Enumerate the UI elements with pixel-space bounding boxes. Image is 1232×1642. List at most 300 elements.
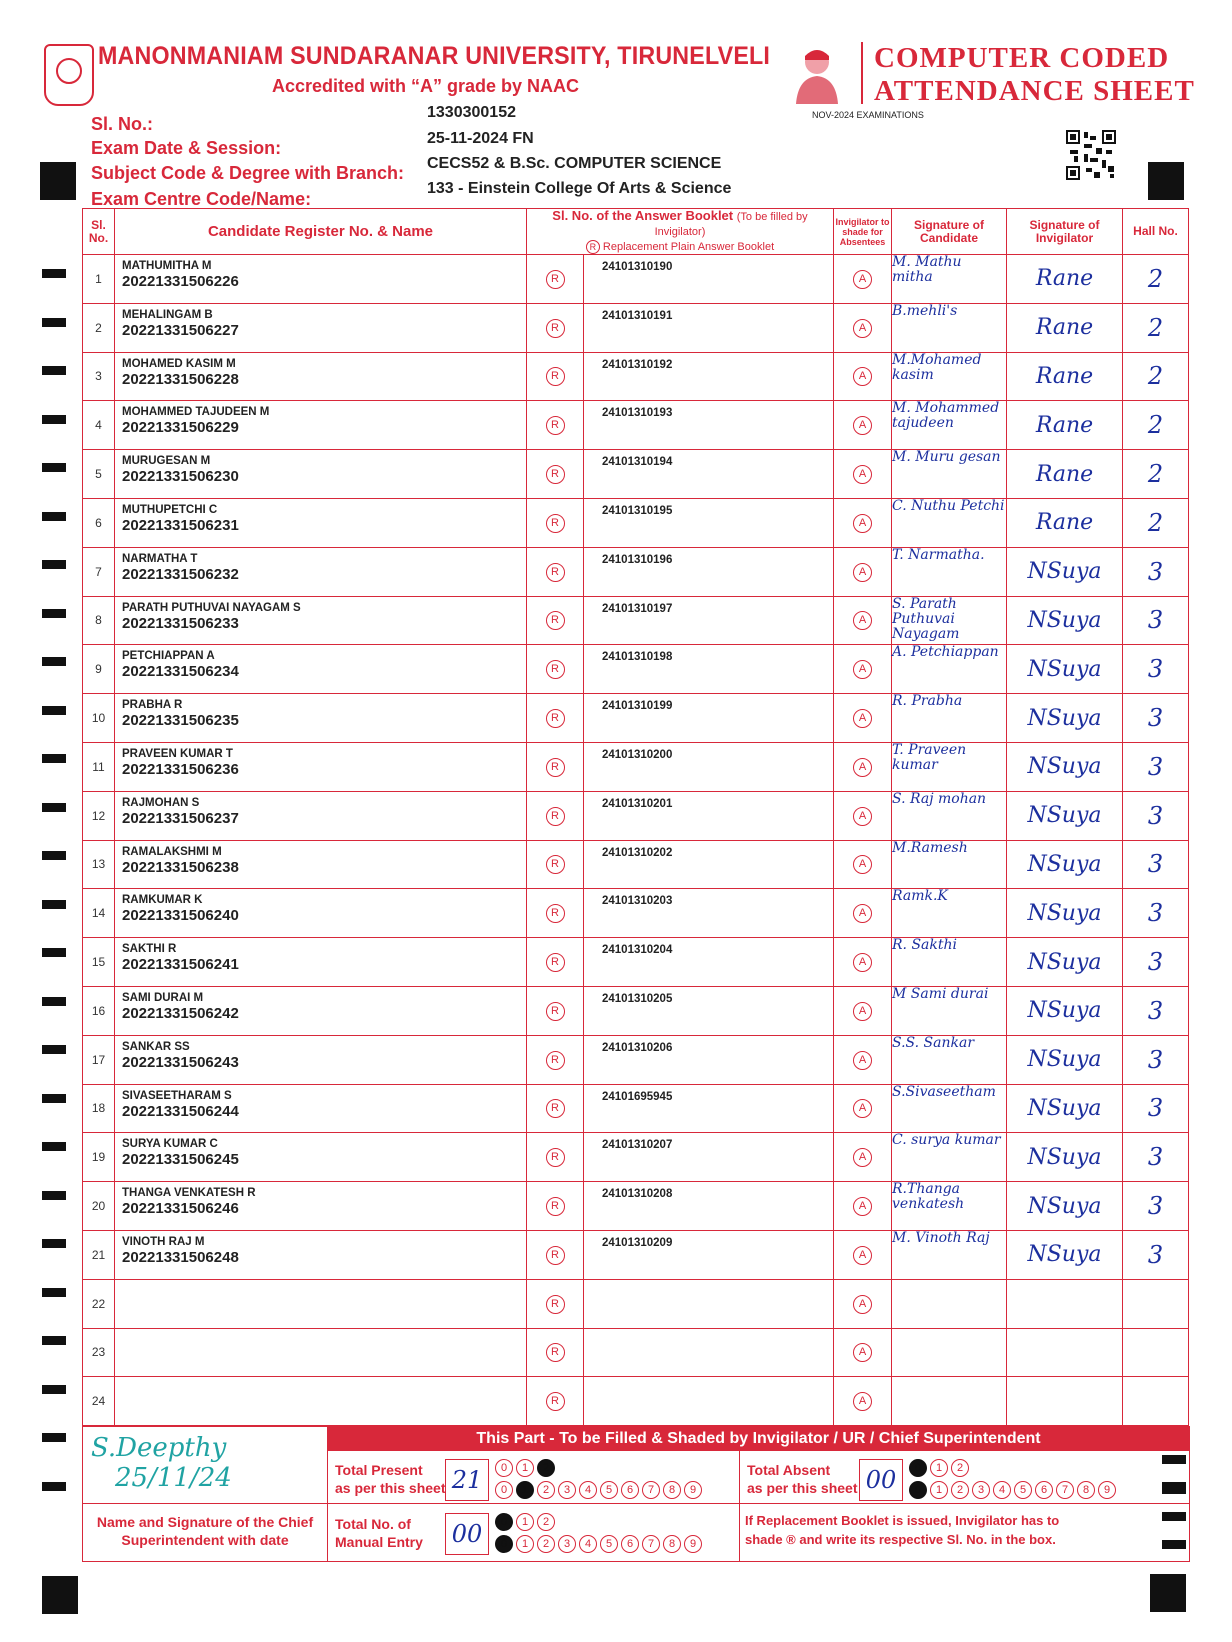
replacement-bubble[interactable]: R <box>546 465 565 484</box>
row-sl: 13 <box>83 840 115 889</box>
digit-bubble[interactable]: 8 <box>1077 1481 1095 1499</box>
absent-units-bubbles[interactable] <box>909 1481 1116 1499</box>
hall-number: 3 <box>1123 889 1189 938</box>
timing-mark <box>42 754 66 763</box>
corner-mark-top-left <box>40 162 76 200</box>
replacement-bubble[interactable]: R <box>546 319 565 338</box>
replacement-bubble-cell <box>527 1230 584 1279</box>
timing-mark <box>42 366 66 375</box>
absent-bubble[interactable]: A <box>853 1295 872 1314</box>
booklet-number[interactable]: 24101310193 <box>602 407 673 420</box>
table-row <box>83 938 1189 987</box>
replacement-bubble-cell <box>527 450 584 499</box>
invigilator-signature <box>1007 1377 1123 1426</box>
digit-bubble[interactable]: 7 <box>642 1481 660 1499</box>
row-sl: 3 <box>83 352 115 401</box>
examinations-label: NOV-2024 EXAMINATIONS <box>812 110 924 120</box>
hall-number: 2 <box>1123 498 1189 547</box>
replacement-bubble[interactable]: R <box>546 855 565 874</box>
invigilator-signature: NSuya <box>1007 596 1123 645</box>
absent-bubble[interactable]: A <box>853 563 872 582</box>
candidate-name: SAKTHI R <box>122 943 177 956</box>
booklet-number[interactable]: 24101310196 <box>602 553 673 566</box>
replacement-bubble[interactable]: R <box>546 807 565 826</box>
timing-mark <box>42 318 66 327</box>
absent-bubble[interactable]: A <box>853 270 872 289</box>
row-sl: 9 <box>83 645 115 694</box>
invigilator-signature: NSuya <box>1007 645 1123 694</box>
row-candidate <box>115 1182 527 1231</box>
absent-bubble-cell <box>834 645 892 694</box>
booklet-number[interactable]: 24101310201 <box>602 797 673 810</box>
candidate-signature: R. Sakthi <box>892 938 1007 987</box>
replacement-bubble-cell <box>527 1182 584 1231</box>
booklet-cell <box>584 303 834 352</box>
digit-bubble[interactable]: 7 <box>1056 1481 1074 1499</box>
absent-bubble[interactable]: A <box>853 758 872 777</box>
candidate-signature: M. Muru gesan <box>892 450 1007 499</box>
timing-mark <box>42 1094 66 1103</box>
digit-bubble[interactable]: 9 <box>684 1535 702 1553</box>
booklet-number[interactable]: 24101310205 <box>602 992 673 1005</box>
digit-bubble[interactable]: 7 <box>642 1535 660 1553</box>
header-booklet-sub-text: Replacement Plain Answer Booklet <box>602 241 775 253</box>
absent-bubble-cell <box>834 1230 892 1279</box>
digit-bubble[interactable]: 5 <box>1014 1481 1032 1499</box>
timing-mark <box>42 1191 66 1200</box>
invigilator-signature <box>1007 1328 1123 1377</box>
booklet-cell <box>584 938 834 987</box>
hall-number: 3 <box>1123 742 1189 791</box>
replacement-bubble[interactable]: R <box>546 953 565 972</box>
replacement-bubble-cell <box>527 1377 584 1426</box>
digit-bubble[interactable]: 3 <box>558 1535 576 1553</box>
hall-number: 3 <box>1123 938 1189 987</box>
absent-bubble[interactable]: A <box>853 1051 872 1070</box>
candidate-name: RAJMOHAN S <box>122 796 200 809</box>
digit-bubble[interactable]: 1 <box>930 1481 948 1499</box>
booklet-cell <box>584 889 834 938</box>
cs-signature-date: 25/11/24 <box>115 1463 232 1493</box>
absent-bubble[interactable]: A <box>853 1343 872 1362</box>
replacement-bubble[interactable]: R <box>546 1197 565 1216</box>
university-name: MANONMANIAM SUNDARANAR UNIVERSITY, TIRUNELVELI <box>98 42 771 70</box>
digit-bubble[interactable]: 2 <box>537 1481 555 1499</box>
absent-bubble-cell <box>834 450 892 499</box>
invigilator-signature: NSuya <box>1007 742 1123 791</box>
replacement-bubble[interactable]: R <box>546 1343 565 1362</box>
replacement-note <box>745 1511 1059 1549</box>
candidate-name: VINOTH RAJ M <box>122 1235 205 1248</box>
total-present-box[interactable]: 21 <box>445 1459 489 1501</box>
candidate-register-no: 20221331506244 <box>122 1102 239 1120</box>
row-sl: 14 <box>83 889 115 938</box>
exam-centre-label: Exam Centre Code/Name: <box>91 189 312 209</box>
absent-bubble[interactable]: A <box>853 904 872 923</box>
manual-entry-box[interactable]: 00 <box>445 1513 489 1555</box>
digit-bubble[interactable]: 9 <box>1098 1481 1116 1499</box>
booklet-number[interactable]: 24101695945 <box>602 1090 673 1103</box>
row-sl: 5 <box>83 450 115 499</box>
replacement-bubble-cell <box>527 694 584 743</box>
timing-mark <box>42 1239 66 1248</box>
absent-bubble-cell <box>834 401 892 450</box>
booklet-cell <box>584 1035 834 1084</box>
candidate-signature: B.mehli's <box>892 303 1007 352</box>
table-row <box>83 1035 1189 1084</box>
digit-bubble[interactable]: 1 <box>516 1535 534 1553</box>
replacement-bubble[interactable]: R <box>546 1002 565 1021</box>
timing-mark <box>42 948 66 957</box>
timing-mark <box>42 1288 66 1297</box>
invigilator-signature: Rane <box>1007 352 1123 401</box>
row-sl: 23 <box>83 1328 115 1377</box>
row-candidate <box>115 498 527 547</box>
row-sl: 17 <box>83 1035 115 1084</box>
booklet-cell <box>584 742 834 791</box>
invigilator-signature: NSuya <box>1007 1133 1123 1182</box>
candidate-register-no: 20221331506235 <box>122 712 239 730</box>
digit-bubble[interactable]: 2 <box>537 1535 555 1553</box>
absent-bubble-cell <box>834 498 892 547</box>
booklet-number[interactable]: 24101310192 <box>602 358 673 371</box>
booklet-number[interactable]: 24101310191 <box>602 309 673 322</box>
accreditation-text: Accredited with “A” grade by NAAC <box>272 76 580 96</box>
row-candidate <box>115 791 527 840</box>
row-candidate <box>115 1035 527 1084</box>
replacement-bubble-cell <box>527 986 584 1035</box>
digit-bubble[interactable]: 0 <box>909 1481 927 1499</box>
absent-tens-bubbles[interactable] <box>909 1459 969 1477</box>
absent-bubble-cell <box>834 1377 892 1426</box>
booklet-cell <box>584 1279 834 1328</box>
replacement-bubble-cell <box>527 791 584 840</box>
replacement-bubble[interactable]: R <box>546 367 565 386</box>
booklet-number[interactable]: 24101310197 <box>602 602 673 615</box>
replacement-bubble-cell <box>527 1133 584 1182</box>
absent-bubble-cell <box>834 742 892 791</box>
row-candidate <box>115 986 527 1035</box>
invigilator-signature: Rane <box>1007 498 1123 547</box>
replacement-bubble-cell <box>527 547 584 596</box>
table-row <box>83 645 1189 694</box>
digit-bubble[interactable]: 5 <box>600 1535 618 1553</box>
booklet-number[interactable]: 24101310203 <box>602 895 673 908</box>
chief-superintendent-signature <box>91 1433 232 1493</box>
digit-bubble[interactable]: 0 <box>495 1513 513 1531</box>
hall-number: 2 <box>1123 401 1189 450</box>
timing-mark <box>42 1142 66 1151</box>
header-hall: Hall No. <box>1123 209 1189 255</box>
row-candidate <box>115 1377 527 1426</box>
digit-bubble[interactable]: 1 <box>516 1513 534 1531</box>
row-candidate <box>115 938 527 987</box>
booklet-number[interactable]: 24101310200 <box>602 748 673 761</box>
absent-bubble[interactable]: A <box>853 367 872 386</box>
table-row <box>83 255 1189 304</box>
replacement-bubble[interactable]: R <box>546 270 565 289</box>
timing-mark <box>42 1336 66 1345</box>
replacement-icon: R <box>586 240 600 254</box>
candidate-register-no: 20221331506228 <box>122 370 239 388</box>
table-row <box>83 450 1189 499</box>
booklet-number[interactable]: 24101310195 <box>602 504 673 517</box>
candidate-signature: M.Ramesh <box>892 840 1007 889</box>
manual-entry-label <box>335 1515 423 1551</box>
booklet-number[interactable]: 24101310198 <box>602 651 673 664</box>
candidate-name: NARMATHA T <box>122 552 198 565</box>
digit-bubble[interactable]: 6 <box>621 1535 639 1553</box>
replacement-bubble[interactable]: R <box>546 758 565 777</box>
title-divider <box>861 42 863 104</box>
digit-bubble[interactable]: 1 <box>516 1481 534 1499</box>
replacement-bubble[interactable]: R <box>546 1051 565 1070</box>
absent-bubble-cell <box>834 1279 892 1328</box>
replacement-bubble-cell <box>527 401 584 450</box>
absent-bubble[interactable]: A <box>853 416 872 435</box>
hall-number: 2 <box>1123 255 1189 304</box>
timing-mark <box>42 609 66 618</box>
absent-bubble[interactable]: A <box>853 1246 872 1265</box>
booklet-number[interactable]: 24101310202 <box>602 846 673 859</box>
replacement-bubble[interactable]: R <box>546 660 565 679</box>
absent-bubble-cell <box>834 352 892 401</box>
replacement-bubble[interactable]: R <box>546 904 565 923</box>
digit-bubble[interactable]: 0 <box>909 1459 927 1477</box>
candidate-signature <box>892 1328 1007 1377</box>
total-absent-box[interactable]: 00 <box>859 1459 903 1501</box>
row-candidate <box>115 1328 527 1377</box>
replacement-bubble-cell <box>527 742 584 791</box>
absent-bubble[interactable]: A <box>853 855 872 874</box>
digit-bubble[interactable]: 3 <box>972 1481 990 1499</box>
replacement-bubble[interactable]: R <box>546 611 565 630</box>
row-candidate <box>115 1084 527 1133</box>
candidate-name: MURUGESAN M <box>122 455 211 468</box>
row-candidate <box>115 645 527 694</box>
absent-bubble[interactable]: A <box>853 660 872 679</box>
candidate-register-no: 20221331506243 <box>122 1053 239 1071</box>
booklet-number[interactable]: 24101310209 <box>602 1236 673 1249</box>
table-row <box>83 840 1189 889</box>
booklet-cell <box>584 498 834 547</box>
digit-bubble[interactable]: 2 <box>537 1459 555 1477</box>
absent-bubble-cell <box>834 1035 892 1084</box>
replacement-bubble[interactable]: R <box>546 1246 565 1265</box>
sheet-title <box>874 42 1195 108</box>
hall-number: 3 <box>1123 547 1189 596</box>
absent-bubble[interactable]: A <box>853 953 872 972</box>
digit-bubble[interactable]: 2 <box>537 1513 555 1531</box>
booklet-cell <box>584 547 834 596</box>
booklet-number[interactable]: 24101310208 <box>602 1188 673 1201</box>
subject-value: CECS52 & B.Sc. COMPUTER SCIENCE <box>427 155 722 172</box>
digit-bubble[interactable]: 0 <box>495 1459 513 1477</box>
replacement-note-line1: If Replacement Booklet is issued, Invigilator has to <box>745 1513 1060 1528</box>
digit-bubble[interactable]: 4 <box>579 1535 597 1553</box>
absent-bubble[interactable]: A <box>853 807 872 826</box>
booklet-cell <box>584 1377 834 1426</box>
hall-number: 3 <box>1123 596 1189 645</box>
row-sl: 7 <box>83 547 115 596</box>
absent-bubble-cell <box>834 938 892 987</box>
absent-bubble[interactable]: A <box>853 1099 872 1118</box>
absent-bubble[interactable]: A <box>853 1002 872 1021</box>
digit-bubble[interactable]: 0 <box>495 1535 513 1553</box>
candidate-register-no: 20221331506227 <box>122 321 239 339</box>
replacement-bubble[interactable]: R <box>546 1295 565 1314</box>
row-candidate <box>115 1133 527 1182</box>
total-absent-label-line1: Total Absent <box>747 1462 831 1478</box>
row-sl: 18 <box>83 1084 115 1133</box>
replacement-note-line2: shade ® and write its respective Sl. No. in the box. <box>745 1532 1056 1547</box>
booklet-cell <box>584 596 834 645</box>
replacement-bubble-cell <box>527 1279 584 1328</box>
candidate-register-no: 20221331506237 <box>122 809 239 827</box>
candidate-register-no: 20221331506240 <box>122 907 239 925</box>
digit-bubble[interactable]: 2 <box>951 1459 969 1477</box>
digit-bubble[interactable]: 4 <box>993 1481 1011 1499</box>
candidate-signature: T. Praveen kumar <box>892 742 1007 791</box>
table-row <box>83 742 1189 791</box>
header-sl: Sl. No. <box>83 209 115 255</box>
digit-bubble[interactable]: 6 <box>621 1481 639 1499</box>
table-row <box>83 498 1189 547</box>
candidate-signature: T. Narmatha. <box>892 547 1007 596</box>
sl-no-value: 1330300152 <box>427 104 516 121</box>
manual-units-bubbles[interactable] <box>495 1535 702 1553</box>
booklet-number[interactable]: 24101310204 <box>602 944 673 957</box>
absent-bubble[interactable]: A <box>853 611 872 630</box>
present-tens-bubbles[interactable] <box>495 1459 555 1477</box>
booklet-number[interactable]: 24101310207 <box>602 1139 673 1152</box>
footer-divider <box>83 1503 1189 1504</box>
replacement-bubble-cell <box>527 1084 584 1133</box>
absent-bubble[interactable]: A <box>853 1197 872 1216</box>
replacement-bubble[interactable]: R <box>546 709 565 728</box>
booklet-number[interactable]: 24101310190 <box>602 261 673 273</box>
hall-number: 2 <box>1123 450 1189 499</box>
candidate-name: PRABHA R <box>122 699 183 712</box>
replacement-bubble-cell <box>527 1328 584 1377</box>
table-row <box>83 596 1189 645</box>
replacement-bubble[interactable]: R <box>546 514 565 533</box>
candidate-name: SURYA KUMAR C <box>122 1138 218 1151</box>
table-row <box>83 889 1189 938</box>
candidate-register-no: 20221331506242 <box>122 1004 239 1022</box>
row-candidate <box>115 255 527 304</box>
founder-portrait-icon <box>788 42 846 104</box>
manual-entry-label-line2: Manual Entry <box>335 1534 423 1550</box>
digit-bubble[interactable]: 5 <box>600 1481 618 1499</box>
attendance-table <box>82 208 1189 1426</box>
row-candidate <box>115 303 527 352</box>
timing-mark <box>42 512 66 521</box>
absent-bubble[interactable]: A <box>853 1392 872 1411</box>
replacement-bubble[interactable]: R <box>546 563 565 582</box>
candidate-signature: M.Mohamed kasim <box>892 352 1007 401</box>
present-units-bubbles[interactable] <box>495 1481 702 1499</box>
timing-mark <box>42 560 66 569</box>
hall-number: 3 <box>1123 694 1189 743</box>
digit-bubble[interactable]: 9 <box>684 1481 702 1499</box>
candidate-signature: Ramk.K <box>892 889 1007 938</box>
replacement-bubble[interactable]: R <box>546 1099 565 1118</box>
candidate-name: MOHAMED KASIM M <box>122 357 236 370</box>
candidate-register-no: 20221331506248 <box>122 1248 239 1266</box>
row-sl: 2 <box>83 303 115 352</box>
row-sl: 24 <box>83 1377 115 1426</box>
digit-bubble[interactable]: 0 <box>495 1481 513 1499</box>
digit-bubble[interactable]: 8 <box>663 1481 681 1499</box>
table-row <box>83 1279 1189 1328</box>
candidate-signature: S.Sivaseetham <box>892 1084 1007 1133</box>
booklet-number[interactable]: 24101310206 <box>602 1041 673 1054</box>
table-row <box>83 1084 1189 1133</box>
replacement-bubble[interactable]: R <box>546 416 565 435</box>
candidate-name: RAMKUMAR K <box>122 894 203 907</box>
absent-bubble[interactable]: A <box>853 465 872 484</box>
row-candidate <box>115 1279 527 1328</box>
absent-bubble[interactable]: A <box>853 1148 872 1167</box>
row-candidate <box>115 450 527 499</box>
table-row <box>83 352 1189 401</box>
replacement-bubble-cell <box>527 498 584 547</box>
timing-mark <box>42 851 66 860</box>
digit-bubble[interactable]: 8 <box>663 1535 681 1553</box>
exam-centre-value: 133 - Einstein College Of Arts & Science <box>427 180 732 197</box>
digit-bubble[interactable]: 6 <box>1035 1481 1053 1499</box>
candidate-name: SIVASEETHARAM S <box>122 1089 232 1102</box>
qr-code-icon <box>1066 130 1116 180</box>
replacement-bubble[interactable]: R <box>546 1148 565 1167</box>
invigilator-signature: NSuya <box>1007 840 1123 889</box>
absent-bubble[interactable]: A <box>853 319 872 338</box>
absent-bubble-cell <box>834 791 892 840</box>
candidate-signature: R.Thanga venkatesh <box>892 1182 1007 1231</box>
digit-bubble[interactable]: 3 <box>558 1481 576 1499</box>
total-present-label <box>335 1461 446 1497</box>
table-header <box>83 209 1189 255</box>
corner-mark-bottom-right <box>1150 1574 1186 1612</box>
candidate-register-no: 20221331506234 <box>122 663 239 681</box>
absent-bubble[interactable]: A <box>853 514 872 533</box>
replacement-bubble[interactable]: R <box>546 1392 565 1411</box>
booklet-cell <box>584 1182 834 1231</box>
timing-mark <box>42 1433 66 1442</box>
digit-bubble[interactable]: 1 <box>930 1459 948 1477</box>
invigilator-signature: NSuya <box>1007 986 1123 1035</box>
digit-bubble[interactable]: 2 <box>951 1481 969 1499</box>
digit-bubble[interactable]: 4 <box>579 1481 597 1499</box>
manual-tens-bubbles[interactable] <box>495 1513 555 1531</box>
candidate-signature: S. Raj mohan <box>892 791 1007 840</box>
table-row <box>83 1133 1189 1182</box>
hall-number <box>1123 1279 1189 1328</box>
candidate-name: PARATH PUTHUVAI NAYAGAM S <box>122 601 301 614</box>
absent-bubble[interactable]: A <box>853 709 872 728</box>
header-sig-candidate: Signature of Candidate <box>892 209 1007 255</box>
booklet-number[interactable]: 24101310199 <box>602 700 673 713</box>
candidate-register-no: 20221331506226 <box>122 273 239 290</box>
candidate-name: RAMALAKSHMI M <box>122 845 222 858</box>
replacement-bubble-cell <box>527 596 584 645</box>
candidate-signature: C. Nuthu Petchi <box>892 498 1007 547</box>
booklet-number[interactable]: 24101310194 <box>602 456 673 469</box>
candidate-signature: S.S. Sankar <box>892 1035 1007 1084</box>
invigilator-signature: NSuya <box>1007 694 1123 743</box>
digit-bubble[interactable]: 1 <box>516 1459 534 1477</box>
